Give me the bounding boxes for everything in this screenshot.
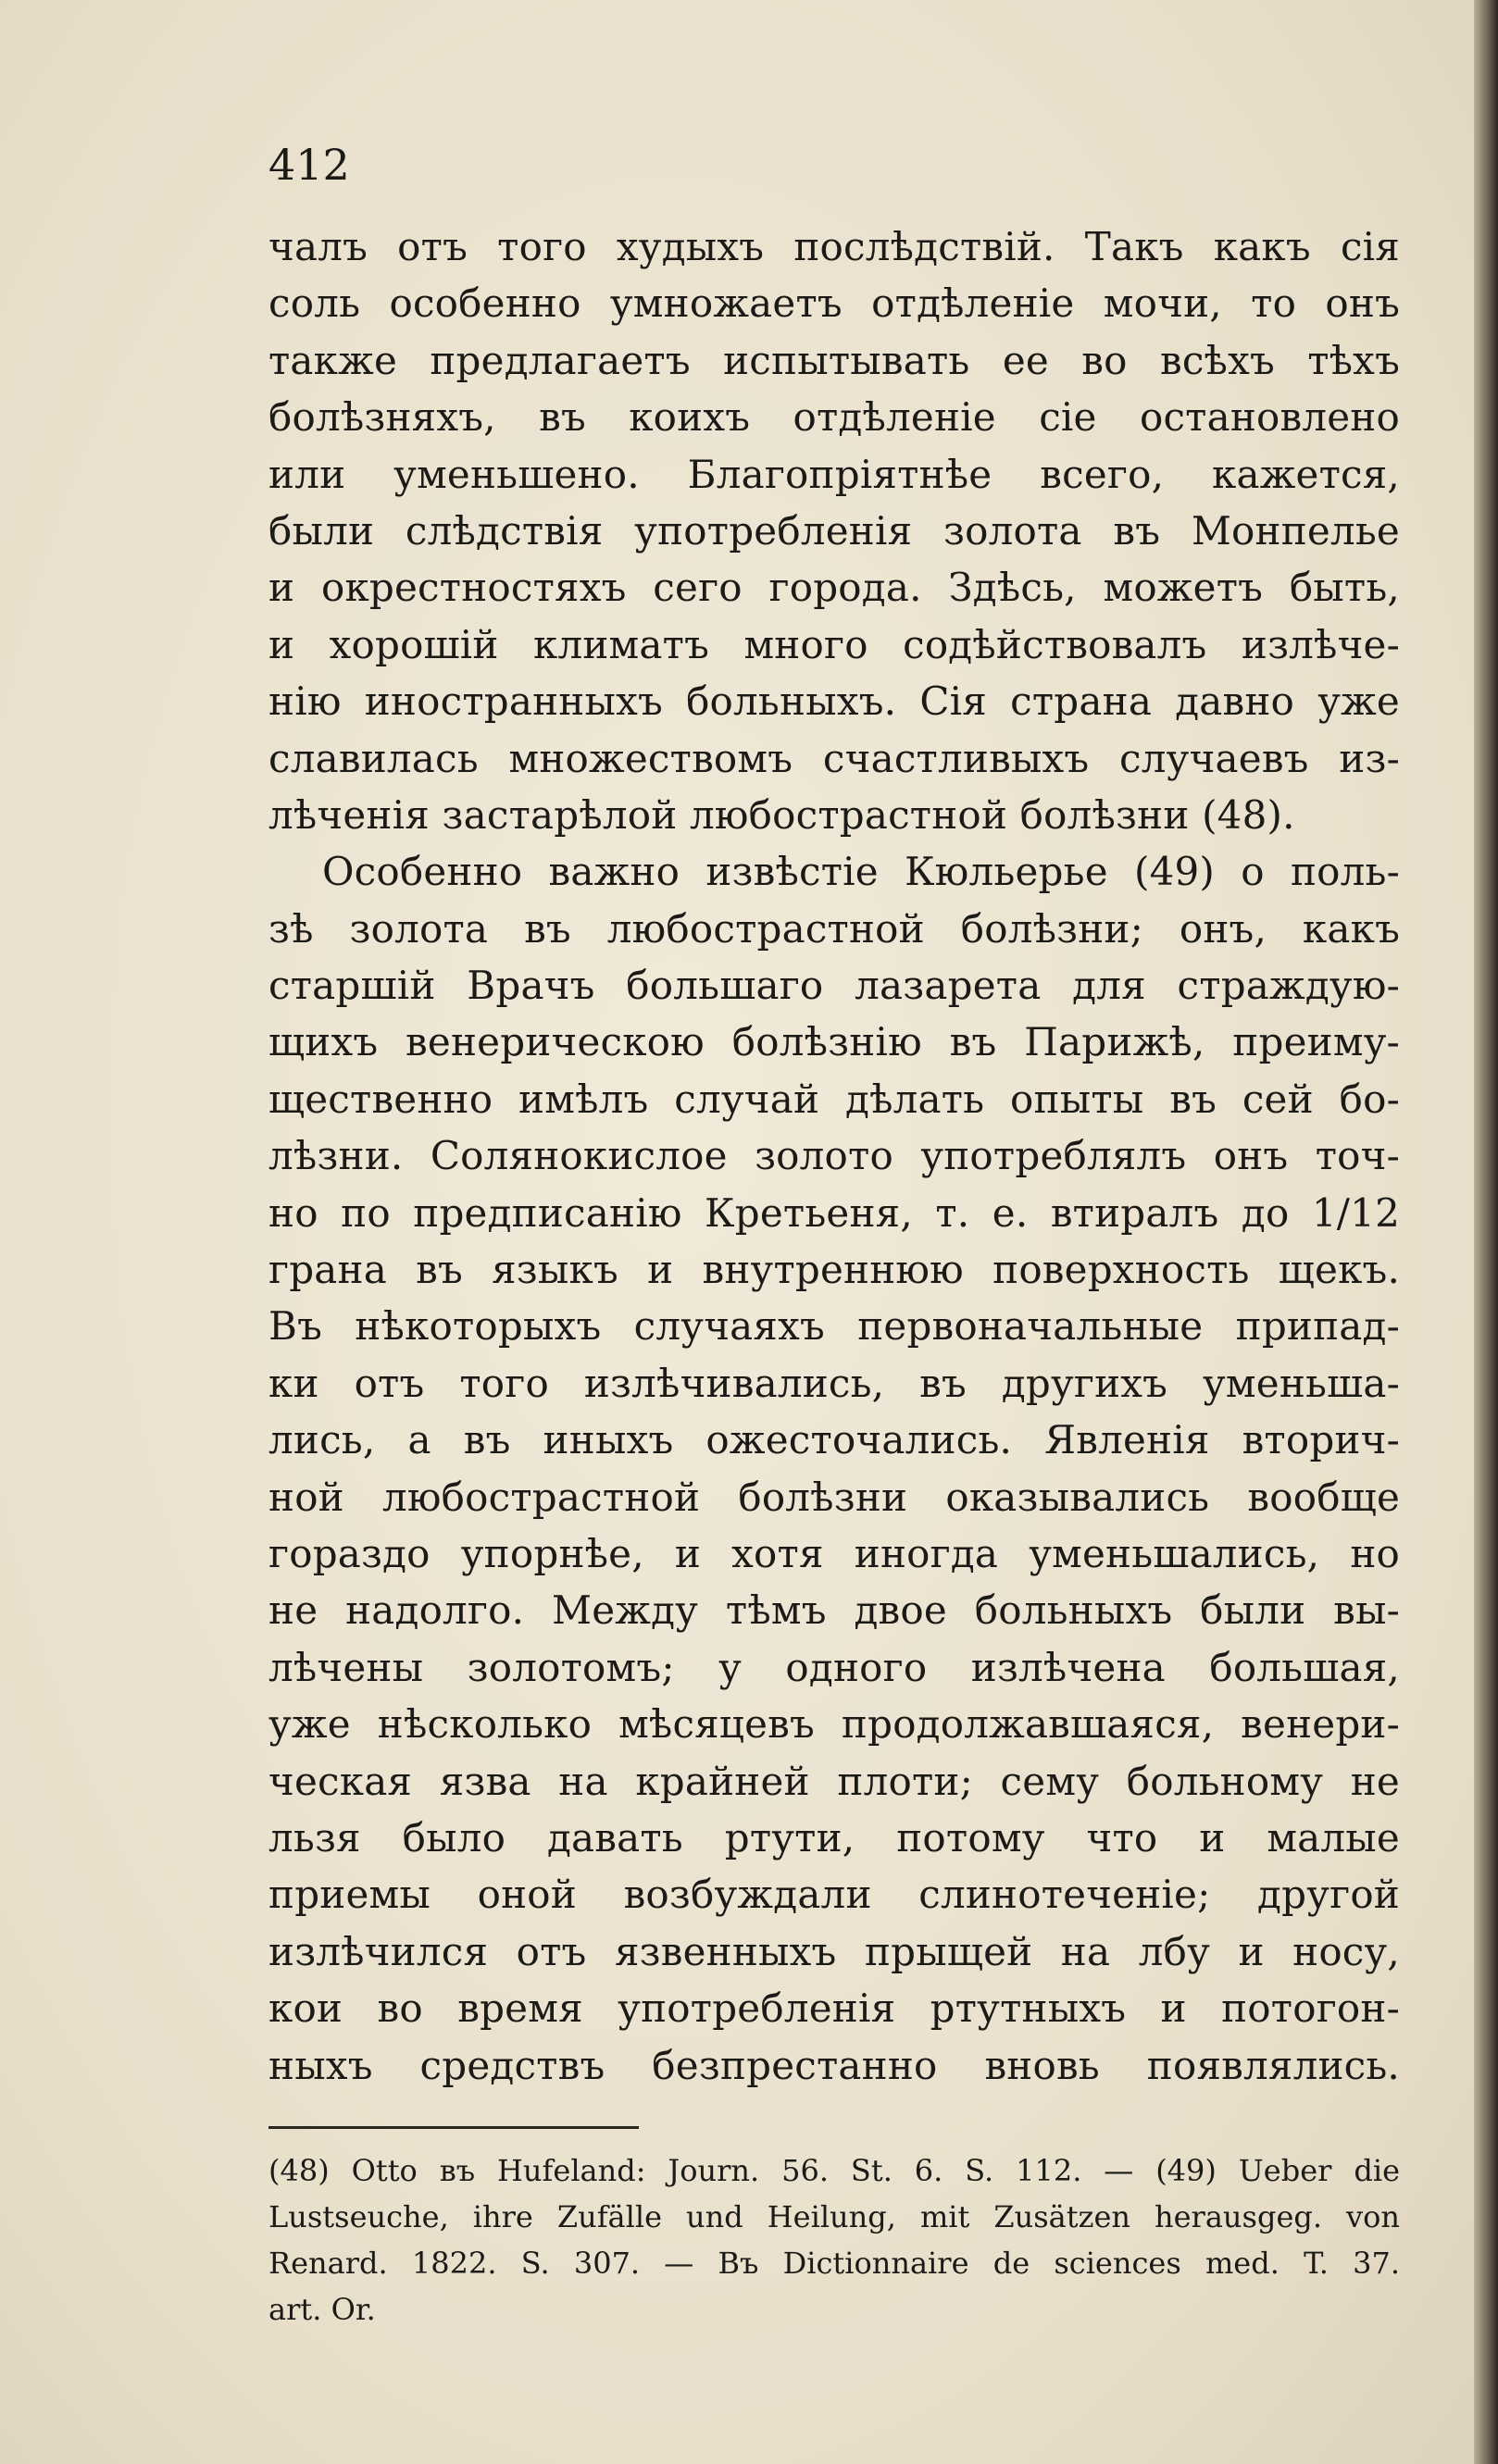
body-text xyxy=(268,218,1400,2094)
text-line: лѣзни. Солянокислое золото употреблялъ онъ точ- xyxy=(268,1133,1400,1179)
text-line: грана въ языкъ и внутреннюю поверхность щекъ. xyxy=(268,1247,1400,1293)
text-line: славилась множествомъ счастливыхъ случаевъ из- xyxy=(268,735,1400,781)
text-line: или уменьшено. Благопріятнѣе всего, кажется, xyxy=(268,451,1400,497)
text-line: Въ нѣкоторыхъ случаяхъ первоначальные припад- xyxy=(268,1303,1400,1350)
text-line: чалъ отъ того худыхъ послѣдствій. Такъ какъ сія xyxy=(268,224,1400,269)
text-line: зѣ золота въ любострастной болѣзни; онъ, какъ xyxy=(268,905,1400,952)
footnote-line: art. Or. xyxy=(268,2292,376,2327)
text-line: Особенно важно извѣстіе Кюльерье (49) о поль- xyxy=(322,849,1400,895)
text-line: нію иностранныхъ больныхъ. Сія страна давно уже xyxy=(268,678,1400,725)
footnote-line: Renard. 1822. S. 307. — Въ Dictionnaire de sciences med. T. 37. xyxy=(268,2246,1400,2281)
text-line: ной любострастной болѣзни оказывались вообще xyxy=(268,1474,1400,1520)
text-line: не надолго. Между тѣмъ двое больныхъ были вы- xyxy=(268,1587,1400,1634)
text-line: щихъ венерическою болѣзнію въ Парижѣ, преиму- xyxy=(268,1019,1400,1065)
text-line: также предлагаетъ испытывать ее во всѣхъ тѣхъ xyxy=(268,337,1400,383)
footnotes xyxy=(268,2147,1400,2333)
text-line: болѣзняхъ, въ коихъ отдѣленіе сіе остановлено xyxy=(268,394,1400,441)
text-line: но по предписанію Кретьеня, т. е. втиралъ до 1/12 xyxy=(268,1189,1400,1236)
text-line: старшій Врачъ большаго лазарета для страждую- xyxy=(268,963,1400,1009)
text-line: гораздо упорнѣе, и хотя иногда уменьшались, но xyxy=(268,1530,1400,1576)
text-line: и хорошій климатъ много содѣйствовалъ излѣче- xyxy=(268,621,1400,667)
text-line: ныхъ средствъ безпрестанно вновь появлялись. xyxy=(268,2042,1400,2088)
text-line: лись, а въ иныхъ ожесточались. Явленія вторич- xyxy=(268,1417,1400,1463)
footnote-line: Lustseuche, ihre Zufälle und Heilung, mit Zusätzen herausgeg. von xyxy=(268,2199,1400,2234)
text-line: щественно имѣлъ случай дѣлать опыты въ сей бо- xyxy=(268,1076,1400,1122)
page-number: 412 xyxy=(268,140,350,190)
text-line: лѣчены золотомъ; у одного излѣчена большая, xyxy=(268,1644,1400,1690)
text-line: ческая язва на крайней плоти; сему больному не xyxy=(268,1758,1400,1804)
footnote-line: (48) Otto въ Hufeland: Journ. 56. St. 6. S. 112. — (49) Ueber die xyxy=(268,2153,1400,2188)
text-line: излѣчился отъ язвенныхъ прыщей на лбу и носу, xyxy=(268,1928,1400,1974)
text-line: ки отъ того излѣчивались, въ другихъ уменьша- xyxy=(268,1360,1400,1406)
book-spine-shadow xyxy=(1474,0,1498,2464)
text-line: приемы оной возбуждали слинотеченіе; другой xyxy=(268,1872,1400,1918)
text-line: соль особенно умножаетъ отдѣленіе мочи, то онъ xyxy=(268,280,1400,327)
text-line: и окрестностяхъ сего города. Здѣсь, можетъ быть, xyxy=(268,565,1400,611)
text-line: льзя было давать ртути, потому что и малые xyxy=(268,1814,1400,1860)
text-line: уже нѣсколько мѣсяцевъ продолжавшаяся, венери- xyxy=(268,1701,1400,1748)
footnote-divider xyxy=(268,2126,639,2129)
text-line: лѣченія застарѣлой любострастной болѣзни (48). xyxy=(268,791,1295,838)
text-line: кои во время употребленія ртутныхъ и потогон- xyxy=(268,1985,1400,2032)
text-line: были слѣдствія употребленія золота въ Монпелье xyxy=(268,507,1400,554)
